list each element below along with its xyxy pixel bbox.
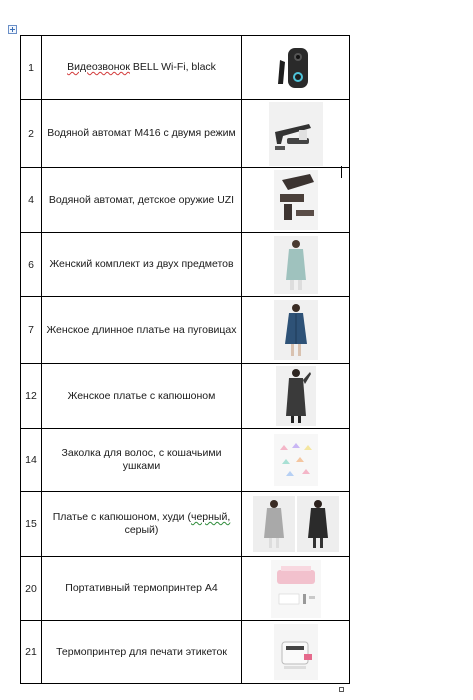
- product-image-cell: [242, 233, 350, 297]
- black-hoodie-dress-image: [297, 496, 339, 552]
- product-name: Водяной автомат M416 с двумя режим: [42, 100, 242, 168]
- row-number: 15: [21, 492, 42, 557]
- table-row: [21, 36, 350, 100]
- woman-set-image: [274, 236, 318, 294]
- table-row: [21, 364, 350, 429]
- table-row: [21, 621, 350, 684]
- product-name-rest: серый): [124, 524, 159, 536]
- row-number: 21: [21, 621, 42, 684]
- row-number: 7: [21, 297, 42, 364]
- product-image-cell: [242, 429, 350, 492]
- row-number: 12: [21, 364, 42, 429]
- row-number: 20: [21, 557, 42, 621]
- product-name: [42, 36, 242, 100]
- product-image-cell: [242, 36, 350, 100]
- product-image-cell: [242, 100, 350, 168]
- water-gun-m416-image: [269, 102, 323, 166]
- spell-marked-word: Видеозвонок: [67, 61, 130, 73]
- row-number: 6: [21, 233, 42, 297]
- table-row: [21, 233, 350, 297]
- row-number: 4: [21, 168, 42, 233]
- grammar-marked-word: черный,: [190, 511, 231, 523]
- product-name: Водяной автомат, детское оружие UZI: [42, 168, 242, 233]
- woman-hooded-dress-image: [276, 366, 316, 426]
- row-number: 2: [21, 100, 42, 168]
- product-name: Заколка для волос, с кошачьими ушками: [42, 429, 242, 492]
- table-move-handle[interactable]: [8, 25, 17, 34]
- product-image-cell: [242, 168, 350, 233]
- table-resize-handle[interactable]: [339, 687, 344, 692]
- product-image-cell: [242, 557, 350, 621]
- table-row: [21, 557, 350, 621]
- product-name: Портативный термопринтер A4: [42, 557, 242, 621]
- table-row: [21, 100, 350, 168]
- product-name: [42, 492, 242, 557]
- table-row: [21, 168, 350, 233]
- table-row: [21, 492, 350, 557]
- portable-printer-image: [271, 560, 321, 618]
- product-image-cell: [242, 364, 350, 429]
- product-image-cell: [242, 492, 350, 557]
- product-name: Женское длинное платье на пуговицах: [42, 297, 242, 364]
- table-row: [21, 297, 350, 364]
- woman-dress-buttons-image: [274, 300, 318, 360]
- product-image-cell: [242, 297, 350, 364]
- hoodie-dress-images: [253, 496, 339, 552]
- product-name: Женское платье с капюшоном: [42, 364, 242, 429]
- grey-hoodie-dress-image: [253, 496, 295, 552]
- row-number: 1: [21, 36, 42, 100]
- product-image-cell: [242, 621, 350, 684]
- product-name: Женский комплект из двух предметов: [42, 233, 242, 297]
- label-printer-image: [274, 624, 318, 680]
- doorbell-image: [276, 46, 316, 90]
- water-gun-uzi-image: [274, 170, 318, 230]
- product-table: [20, 35, 350, 684]
- table-row: [21, 429, 350, 492]
- row-number: 14: [21, 429, 42, 492]
- product-name: Термопринтер для печати этикеток: [42, 621, 242, 684]
- hair-clips-image: [274, 434, 318, 486]
- product-name-start: Платье с капюшоном, худи (: [52, 511, 191, 523]
- product-name-rest: BELL Wi-Fi, black: [129, 61, 216, 73]
